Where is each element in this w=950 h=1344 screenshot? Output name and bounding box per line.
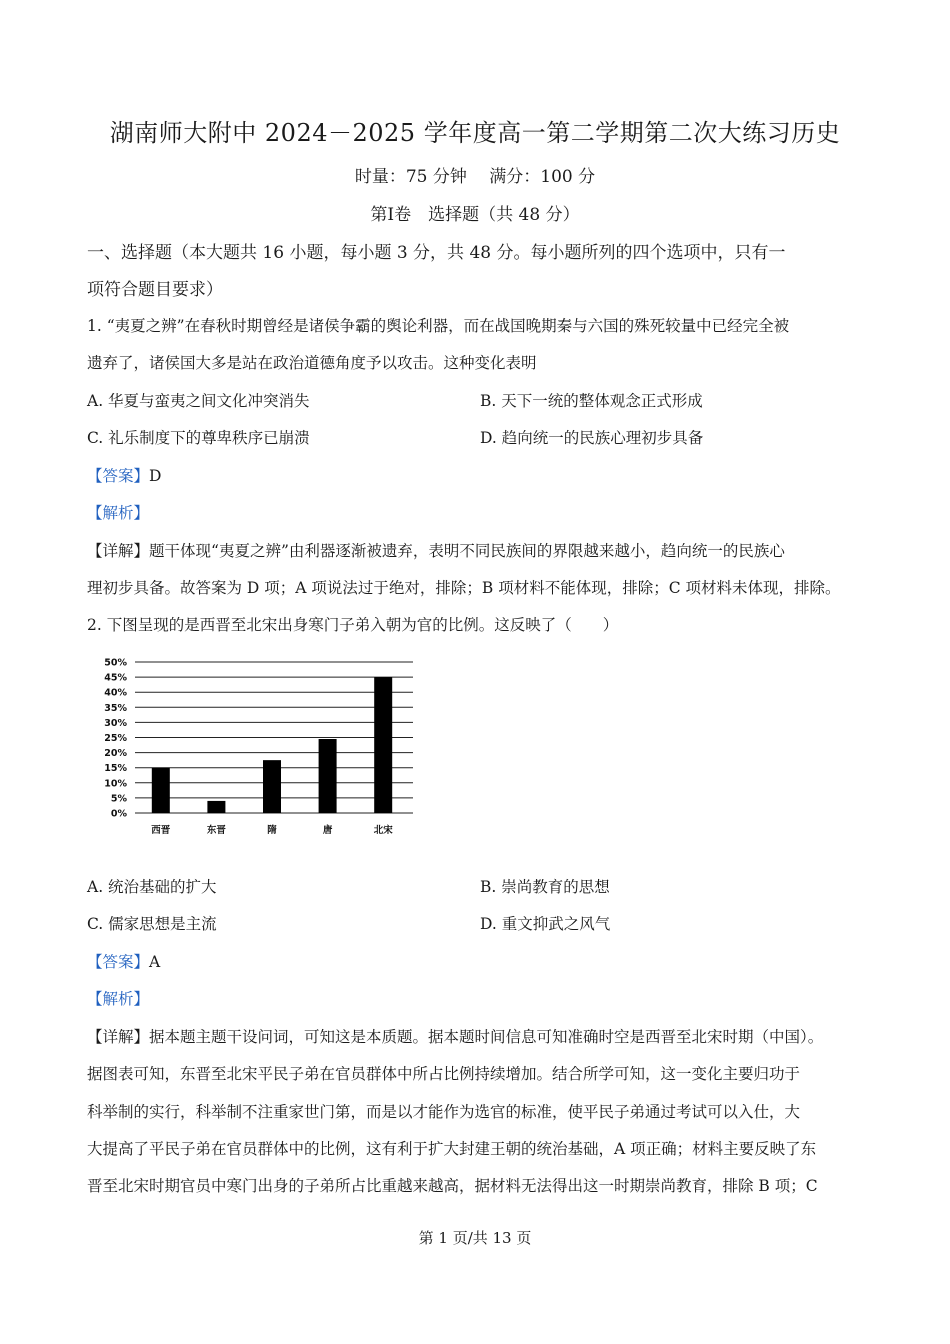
- y-tick-label: 0%: [110, 808, 127, 820]
- x-tick-label: 唐: [322, 825, 333, 836]
- q1-stem-line-1: 1. “夷夏之辨”在春秋时期曾经是诸侯争霸的舆论利器，而在战国晚期秦与六国的殊死较量中已经完全被: [87, 317, 790, 335]
- exam-time-info: 时量：75 分钟 满分：100 分: [354, 167, 596, 187]
- bar: [319, 739, 337, 813]
- q1-detail-line-1: [87, 539, 785, 561]
- answer-tag: 【答案】: [87, 467, 150, 485]
- x-tick-label: 东晋: [206, 825, 226, 836]
- q2-detail-line-1: [87, 1025, 823, 1047]
- q2-option-c: C. 儒家思想是主流: [87, 915, 217, 933]
- q2-option-a: A. 统治基础的扩大: [87, 878, 217, 896]
- q1-detail-line-2: 理初步具备。故答案为 D 项；A 项说法过于绝对，排除；B 项材料不能体现，排除；C 项材料未体现，排除。: [87, 579, 841, 597]
- q2-option-b: B. 崇尚教育的思想: [480, 878, 610, 896]
- q2-analysis: [87, 987, 149, 1009]
- q2-detail-line-5: 晋至北宋时期官员中寒门出身的子弟所占比重越来越高，据材料无法得出这一时期崇尚教育，排除 B 项；C: [87, 1177, 818, 1195]
- exam-title: 湖南师大附中 2024－2025 学年度高一第二学期第二次大练习历史: [109, 119, 841, 147]
- bar: [152, 768, 170, 813]
- q1-option-d: D. 趋向统一的民族心理初步具备: [480, 429, 704, 447]
- analysis-tag: 【解析】: [87, 990, 150, 1008]
- y-tick-label: 5%: [110, 793, 127, 805]
- detail-tag: 【详解】: [87, 1028, 150, 1046]
- y-tick-label: 25%: [104, 733, 127, 744]
- q2-stem: 2. 下图呈现的是西晋至北宋出身寒门子弟入朝为官的比例。这反映了（ ）: [87, 616, 619, 634]
- detail-tag: 【详解】: [87, 542, 150, 560]
- q2-detail-line-3: 科举制的实行，科举制不注重家世门第，而是以才能作为选官的标准，使平民子弟通过考试可以入仕，大: [87, 1103, 801, 1121]
- section-heading: 第Ⅰ卷 选择题（共 48 分）: [370, 205, 580, 225]
- answer-value: A: [149, 953, 161, 971]
- analysis-tag: 【解析】: [87, 504, 150, 522]
- answer-tag: 【答案】: [87, 953, 150, 971]
- x-tick-label: 北宋: [373, 825, 393, 836]
- instructions-line-2: 项符合题目要求）: [87, 280, 223, 300]
- chart-bars: [152, 677, 392, 813]
- q1-option-b: B. 天下一统的整体观念正式形成: [480, 392, 703, 410]
- bar: [207, 801, 225, 813]
- q2-detail-line-2: 据图表可知，东晋至北宋平民子弟在官员群体中所占比例持续增加。结合所学可知，这一变化主要归功于: [87, 1065, 801, 1083]
- q2-option-d: D. 重文抑武之风气: [480, 915, 611, 933]
- bar-chart: [95, 650, 425, 850]
- x-tick-label: 西晋: [151, 825, 171, 836]
- q1-stem-line-2: 遗弃了，诸侯国大多是站在政治道德角度予以攻击。这种变化表明: [87, 354, 537, 372]
- y-tick-label: 45%: [104, 672, 127, 684]
- q2-answer: [87, 950, 160, 972]
- page-footer: 第 1 页/共 13 页: [418, 1229, 532, 1247]
- bar: [263, 760, 281, 813]
- q1-answer: [87, 464, 161, 486]
- q1-option-c: C. 礼乐制度下的尊卑秩序已崩溃: [87, 429, 310, 447]
- q1-option-a: A. 华夏与蛮夷之间文化冲突消失: [87, 392, 310, 410]
- y-tick-label: 35%: [104, 702, 127, 714]
- chart-y-ticks: [104, 658, 127, 820]
- q1-analysis: [87, 501, 149, 523]
- y-tick-label: 40%: [104, 687, 127, 699]
- answer-value: D: [149, 467, 162, 485]
- x-tick-label: 隋: [267, 825, 277, 836]
- detail-text: 题干体现“夷夏之辨”由利器逐渐被遗弃，表明不同民族间的界限越来越小，趋向统一的民族心: [149, 542, 785, 560]
- detail-text: 据本题主题干设问词，可知这是本质题。据本题时间信息可知准确时空是西晋至北宋时期（中国）。: [149, 1028, 824, 1046]
- y-tick-label: 15%: [104, 763, 127, 775]
- q2-detail-line-4: 大提高了平民子弟在官员群体中的比例，这有利于扩大封建王朝的统治基础，A 项正确；材料主要反映了东: [87, 1140, 817, 1158]
- y-tick-label: 30%: [104, 717, 127, 729]
- instructions-line-1: 一、选择题（本大题共 16 小题，每小题 3 分，共 48 分。每小题所列的四个选项中，只有一: [87, 243, 786, 263]
- bar: [374, 677, 392, 813]
- y-tick-label: 50%: [104, 657, 127, 669]
- y-tick-label: 20%: [104, 748, 127, 760]
- y-tick-label: 10%: [104, 778, 127, 790]
- chart-x-ticks: [151, 824, 393, 836]
